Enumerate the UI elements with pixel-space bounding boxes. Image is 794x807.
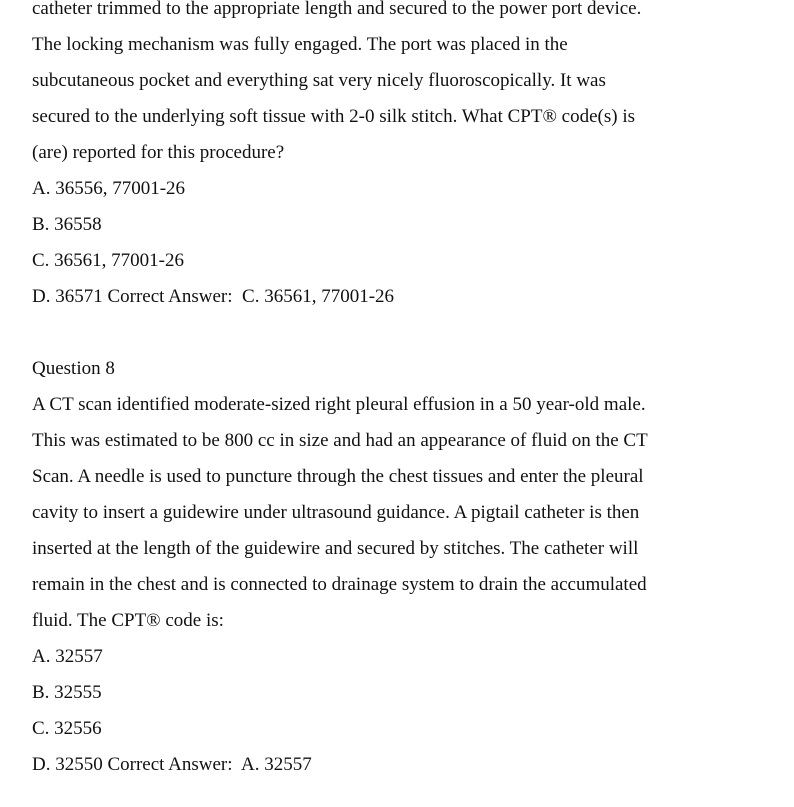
- question-stem-line: This was estimated to be 800 cc in size and had an appearance of fluid on the CT: [32, 430, 648, 451]
- question-stem-line: A CT scan identified moderate-sized right pleural effusion in a 50 year-old male.: [32, 394, 646, 415]
- answer-option-b: B. 36558: [32, 214, 102, 235]
- question-8: [32, 351, 772, 783]
- correct-answer: A. 32557: [241, 754, 312, 775]
- answer-option-d: D. 36571: [32, 286, 103, 307]
- section-spacer: [32, 315, 772, 351]
- question-stem-line: inserted at the length of the guidewire and secured by stitches. The catheter will: [32, 538, 639, 559]
- correct-answer-label: Correct Answer:: [102, 754, 241, 775]
- question-stem-line: Scan. A needle is used to puncture through the chest tissues and enter the pleural: [32, 466, 644, 487]
- question-stem-line: subcutaneous pocket and everything sat very nicely fluoroscopically. It was: [32, 70, 606, 91]
- question-stem-line: cavity to insert a guidewire under ultrasound guidance. A pigtail catheter is then: [32, 502, 640, 523]
- question-stem-line: secured to the underlying soft tissue with 2-0 silk stitch. What CPT® code(s) is: [32, 106, 635, 127]
- question-stem-line: remain in the chest and is connected to drainage system to drain the accumulated: [32, 574, 647, 595]
- correct-answer: C. 36561, 77001-26: [242, 286, 395, 307]
- answer-option-d-with-key: [32, 279, 772, 315]
- document-page: [32, 0, 772, 783]
- question-stem-line: fluid. The CPT® code is:: [32, 610, 224, 631]
- answer-option-a: A. 36556, 77001-26: [32, 178, 186, 199]
- correct-answer-label: Correct Answer:: [102, 286, 243, 307]
- question-stem-line: catheter trimmed to the appropriate length and secured to the power port device.: [32, 0, 642, 19]
- answer-option-d-with-key: [32, 747, 772, 783]
- answer-option-c: C. 32556: [32, 718, 102, 739]
- question-title: Question 8: [32, 358, 115, 379]
- answer-option-d: D. 32550: [32, 754, 103, 775]
- question-stem-line: (are) reported for this procedure?: [32, 142, 285, 163]
- answer-option-a: A. 32557: [32, 646, 103, 667]
- previous-question: [32, 0, 772, 315]
- question-stem-line: The locking mechanism was fully engaged. The port was placed in the: [32, 34, 568, 55]
- answer-option-b: B. 32555: [32, 682, 102, 703]
- answer-option-c: C. 36561, 77001-26: [32, 250, 184, 271]
